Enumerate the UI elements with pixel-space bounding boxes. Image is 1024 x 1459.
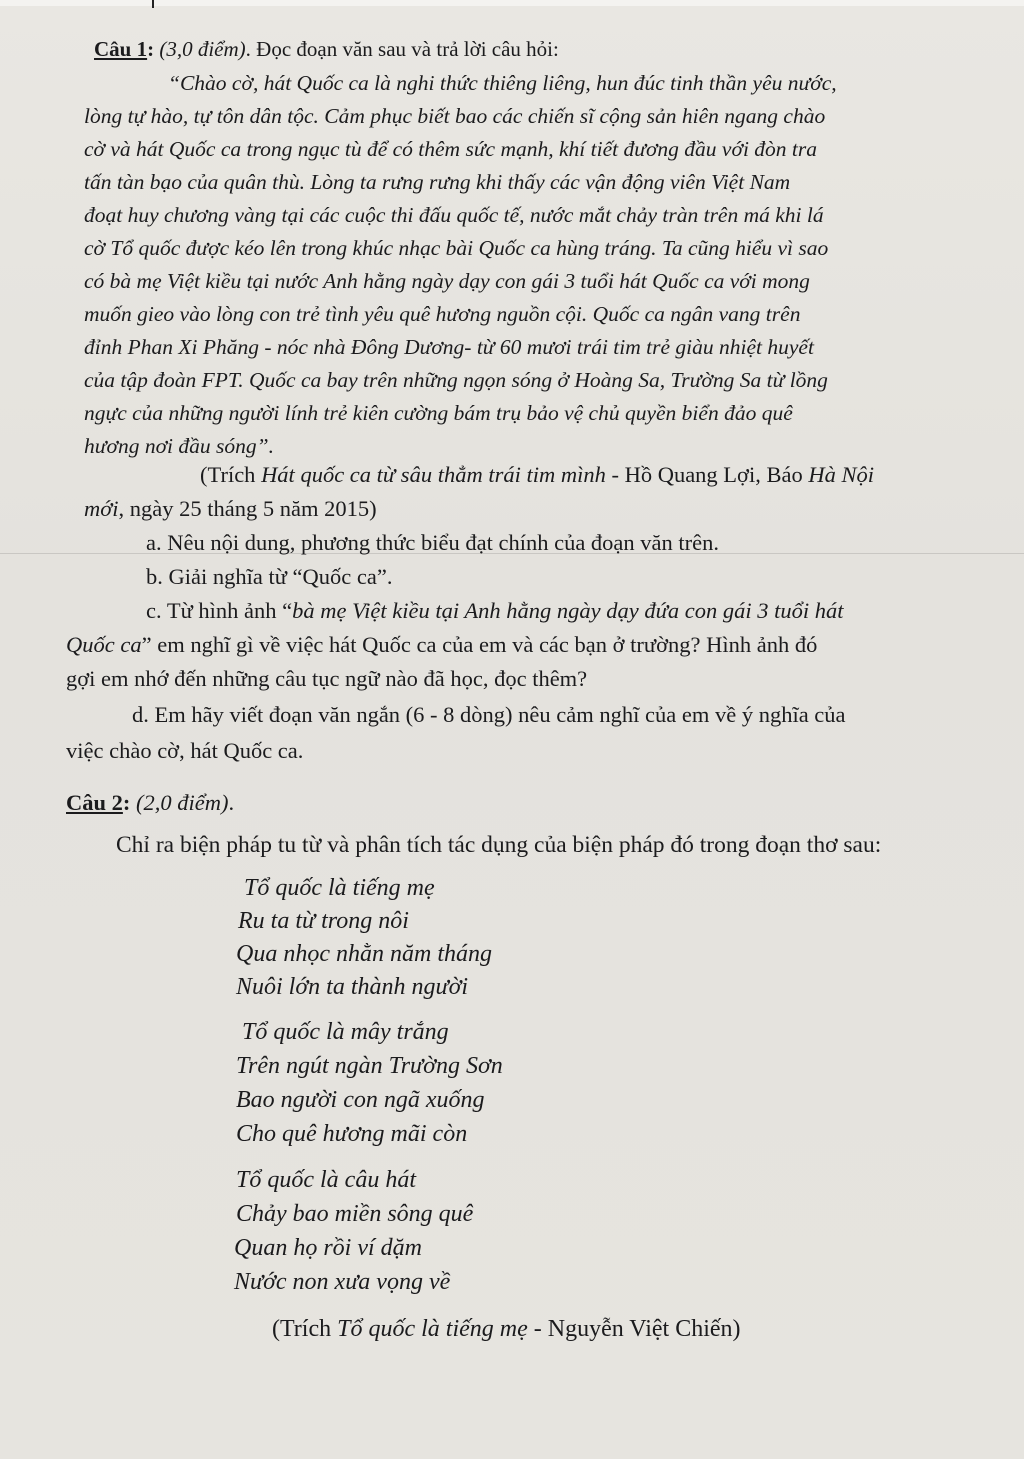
poem-line: Tổ quốc là tiếng mẹ <box>244 875 435 901</box>
q1-passage-line: đỉnh Phan Xi Phăng - nóc nhà Đông Dương- từ 60 mươi trái tim trẻ giàu nhiệt huyết <box>84 335 814 359</box>
poem-line: Trên ngút ngàn Trường Sơn <box>236 1053 503 1079</box>
poem-line: Chảy bao miền sông quê <box>236 1201 474 1227</box>
q1-passage-line: hương nơi đầu sóng”. <box>84 434 274 458</box>
q2-label: Câu 2 <box>66 790 123 815</box>
paper-mark <box>152 0 154 8</box>
q1-question-c: c. Từ hình ảnh “bà mẹ Việt kiều tại Anh hằng ngày dạy đứa con gái 3 tuổi hát <box>146 598 844 623</box>
q1-question-c-cont: Quốc ca” em nghĩ gì về việc hát Quốc ca của em và các bạn ở trường? Hình ảnh đó <box>66 632 818 657</box>
poem-line: Qua nhọc nhằn năm tháng <box>236 941 492 967</box>
q1-passage-line: ngực của những người lính trẻ kiên cường bám trụ bảo vệ chủ quyền biển đảo quê <box>84 401 793 425</box>
q1-passage-line: “Chào cờ, hát Quốc ca là nghi thức thiêng liêng, hun đúc tinh thần yêu nước, <box>168 71 837 95</box>
q1-passage-line: cờ và hát Quốc ca trong ngục tù để có thêm sức mạnh, khí tiết đương đầu với đòn tra <box>84 137 818 161</box>
q1-question-c-cont: gợi em nhớ đến những câu tục ngữ nào đã học, đọc thêm? <box>66 666 588 691</box>
q1-question-b: b. Giải nghĩa từ “Quốc ca”. <box>146 564 393 589</box>
q1-passage-line: có bà mẹ Việt kiều tại nước Anh hằng ngày dạy con gái 3 tuổi hát Quốc ca với mong <box>84 269 810 293</box>
poem-line: Tổ quốc là mây trắng <box>242 1019 449 1045</box>
q1-question-d-cont: việc chào cờ, hát Quốc ca. <box>66 738 304 763</box>
q1-source-paper: Hà Nội <box>808 462 874 487</box>
q2-header: Câu 2: (2,0 điểm). <box>66 790 235 815</box>
q1-passage-line: của tập đoàn FPT. Quốc ca bay trên những ngọn sóng ở Hoàng Sa, Trường Sa từ lồng <box>84 368 828 392</box>
q2-source-title: Tổ quốc là tiếng mẹ <box>337 1316 528 1342</box>
poem-line: Quan họ rồi ví dặm <box>234 1235 422 1261</box>
q1-question-a: a. Nêu nội dung, phương thức biểu đạt chính của đoạn văn trên. <box>146 530 720 555</box>
q1-header: Câu 1: (3,0 điểm). Đọc đoạn văn sau và trả lời câu hỏi: <box>94 37 559 61</box>
q1-instruction: . Đọc đoạn văn sau và trả lời câu hỏi: <box>245 37 559 61</box>
poem-line: Bao người con ngã xuống <box>236 1087 485 1113</box>
poem-line: Tổ quốc là câu hát <box>236 1167 416 1193</box>
q2-source: (Trích Tổ quốc là tiếng mẹ - Nguyễn Việt Chiến) <box>272 1316 741 1342</box>
poem-line: Nước non xưa vọng về <box>234 1269 451 1295</box>
q1-source: (Trích Hát quốc ca từ sâu thẳm trái tim mình - Hồ Quang Lợi, Báo Hà Nội <box>200 462 874 487</box>
poem-line: Cho quê hương mãi còn <box>236 1121 468 1147</box>
q1-passage-line: lòng tự hào, tự tôn dân tộc. Cảm phục biết bao các chiến sĩ cộng sản hiên ngang chào <box>84 104 826 128</box>
poem-line: Ru ta từ trong nôi <box>238 908 409 934</box>
q2-instruction: Chỉ ra biện pháp tu từ và phân tích tác dụng của biện pháp đó trong đoạn thơ sau: <box>116 832 882 858</box>
q1-label: Câu 1 <box>94 37 148 61</box>
q1-passage-line: đoạt huy chương vàng tại các cuộc thi đấu quốc tế, nước mắt chảy tràn trên má khi lá <box>84 203 824 227</box>
q1-source-date: , ngày 25 tháng 5 năm 2015) <box>118 496 377 521</box>
q1-source-title: Hát quốc ca từ sâu thẳm trái tim mình <box>261 462 606 487</box>
q1-passage-line: muốn gieo vào lòng con trẻ tình yêu quê hương nguồn cội. Quốc ca ngân vang trên <box>84 302 801 326</box>
q1-passage-line: cờ Tổ quốc được kéo lên trong khúc nhạc bài Quốc ca hùng tráng. Ta cũng hiểu vì sao <box>84 236 829 260</box>
q1-passage-line: tấn tàn bạo của quân thù. Lòng ta rưng rưng khi thấy các vận động viên Việt Nam <box>84 170 791 194</box>
q1-question-d: d. Em hãy viết đoạn văn ngắn (6 - 8 dòng) nêu cảm nghĩ của em về ý nghĩa của <box>132 702 846 727</box>
q2-points: (2,0 điểm) <box>136 790 229 815</box>
q1-points: (3,0 điểm) <box>159 37 246 61</box>
poem-line: Nuôi lớn ta thành người <box>236 974 469 1000</box>
q1-source-cont: mới, ngày 25 tháng 5 năm 2015) <box>84 496 377 521</box>
